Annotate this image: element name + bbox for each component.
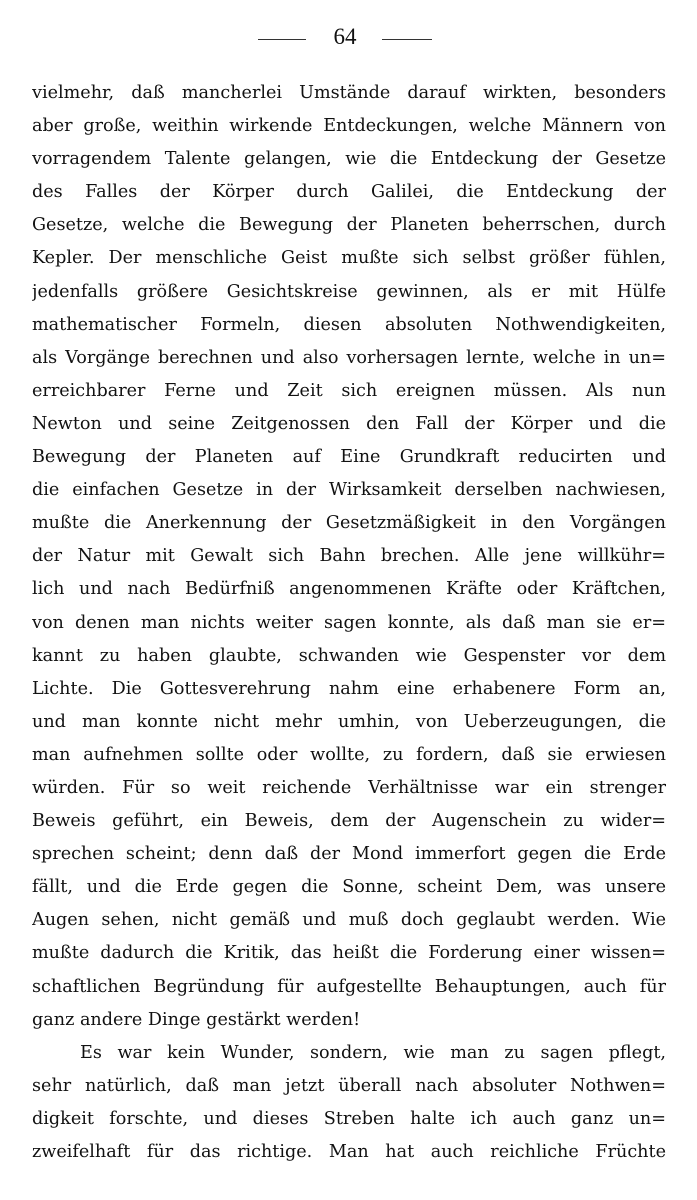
text-line: der Natur mit Gewalt sich Bahn brechen. Alle jene willkühr= bbox=[32, 546, 666, 567]
text-line: aber große, weithin wirkende Entdeckungen, welche Männern von bbox=[32, 116, 666, 137]
text-line: des Falles der Körper durch Galilei, die Entdeckung der bbox=[32, 182, 666, 203]
text-line: sehr natürlich, daß man jetzt überall nach absoluter Nothwen= bbox=[32, 1075, 666, 1096]
text-line: kannt zu haben glaubte, schwanden wie Gespenster vor dem bbox=[32, 645, 666, 666]
paragraph-start-line: Es war kein Wunder, sondern, wie man zu sagen pflegt, bbox=[80, 1042, 666, 1063]
text-line: jedenfalls größere Gesichtskreise gewinnen, als er mit Hülfe bbox=[32, 281, 666, 302]
text-line: sprechen scheint; denn daß der Mond immerfort gegen die Erde bbox=[32, 844, 666, 865]
text-line: man aufnehmen sollte oder wollte, zu fordern, daß sie erwiesen bbox=[32, 744, 666, 765]
body-text bbox=[32, 77, 666, 1169]
text-line: Beweis geführt, ein Beweis, dem der Augenschein zu wider= bbox=[32, 811, 666, 832]
text-line: und man konnte nicht mehr umhin, von Ueberzeugungen, die bbox=[32, 711, 666, 732]
text-line: Kepler. Der menschliche Geist mußte sich selbst größer fühlen, bbox=[32, 248, 666, 269]
text-line: mußte die Anerkennung der Gesetzmäßigkeit in den Vorgängen bbox=[32, 513, 666, 534]
page-number: 64 bbox=[333, 24, 357, 49]
text-line: von denen man nichts weiter sagen konnte, als daß man sie er= bbox=[32, 612, 666, 633]
text-line: fällt, und die Erde gegen die Sonne, scheint Dem, was unsere bbox=[32, 877, 666, 898]
text-line: Gesetze, welche die Bewegung der Planeten beherrschen, durch bbox=[32, 215, 666, 236]
text-line: als Vorgänge berechnen und also vorhersagen lernte, welche in un= bbox=[32, 347, 666, 368]
text-line: zweifelhaft für das richtige. Man hat auch reichliche Früchte bbox=[32, 1142, 666, 1162]
text-line: erreichbarer Ferne und Zeit sich ereignen müssen. Als nun bbox=[32, 380, 666, 401]
text-line: Lichte. Die Gottesverehrung nahm eine erhabenere Form an, bbox=[32, 678, 666, 699]
text-line: digkeit forschte, und dieses Streben halte ich auch ganz un= bbox=[32, 1108, 666, 1129]
text-line: Augen sehen, nicht gemäß und muß doch geglaubt werden. Wie bbox=[32, 910, 666, 931]
text-line: schaftlichen Begründung für aufgestellte Behauptungen, auch für bbox=[32, 976, 666, 997]
text-line: Newton und seine Zeitgenossen den Fall der Körper und die bbox=[32, 413, 666, 434]
page-header bbox=[0, 22, 697, 56]
text-line: Bewegung der Planeten auf Eine Grundkraft reducirten und bbox=[32, 447, 666, 468]
text-line: würden. Für so weit reichende Verhältnisse war ein strenger bbox=[32, 777, 666, 798]
text-line: die einfachen Gesetze in der Wirksamkeit derselben nachwiesen, bbox=[32, 480, 666, 501]
text-line: vorragendem Talente gelangen, wie die Entdeckung der Gesetze bbox=[32, 149, 666, 170]
header-rule-right bbox=[382, 39, 432, 40]
text-line: mußte dadurch die Kritik, das heißt die Forderung einer wissen= bbox=[32, 943, 666, 964]
text-line: vielmehr, daß mancherlei Umstände darauf wirkten, besonders bbox=[32, 83, 666, 103]
paragraph-end-line: ganz andere Dinge gestärkt werden! bbox=[32, 1009, 361, 1030]
header-rule-left bbox=[258, 39, 306, 40]
text-line: lich und nach Bedürfniß angenommenen Kräfte oder Kräftchen, bbox=[32, 579, 666, 600]
text-line: mathematischer Formeln, diesen absoluten Nothwendigkeiten, bbox=[32, 314, 666, 335]
